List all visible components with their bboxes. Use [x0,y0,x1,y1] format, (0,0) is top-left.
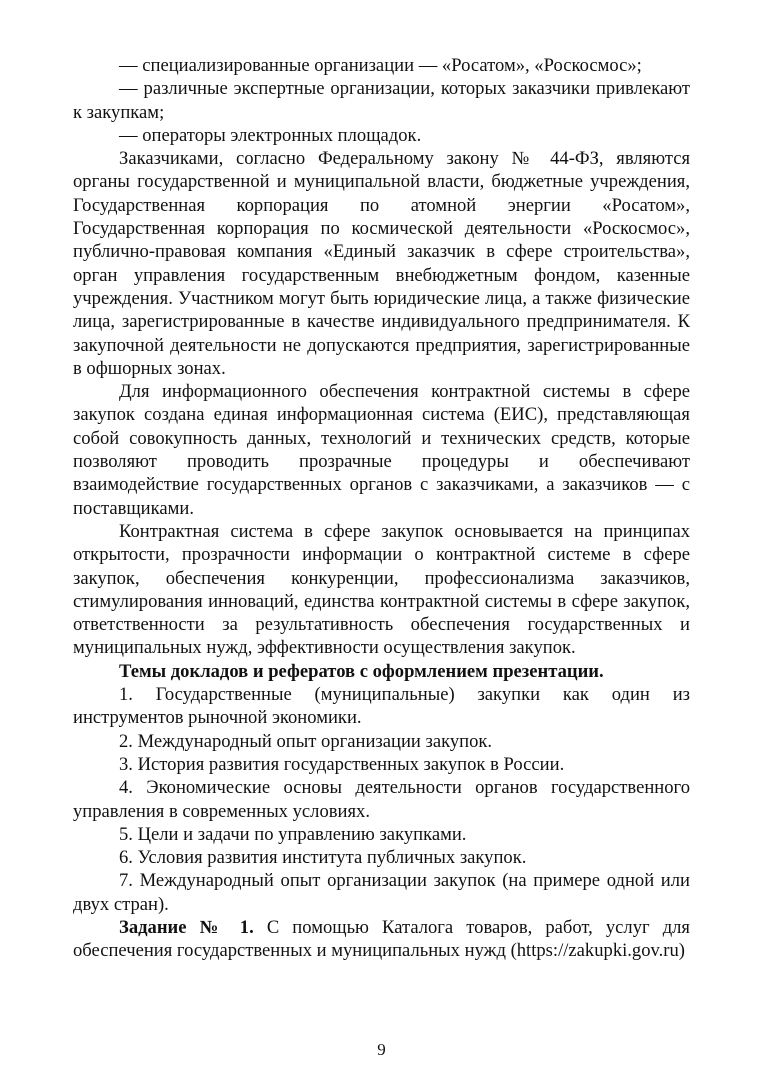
task-paragraph [73,916,690,963]
topic-item-5: 5. Цели и задачи по управлению закупками. [119,823,467,845]
topic-item-1: 1. Государственные (муниципальные) закупки как один из инструментов рыночной экономики. [73,684,690,729]
topic-item-3: 3. История развития государственных закупок в России. [119,753,565,775]
topic-item-7: 7. Международный опыт организации закупок (на примере одной или двух стран). [73,870,690,915]
paragraph-customers: Заказчиками, согласно Федеральному закону № 44-ФЗ, являются органы государственной и муниципальной власти, бюджетные учреждения, Государственная корпорация по атомной энергии «Росатом», Государственная корпорация по космической деятельности «Роскосмос», публично-правовая компания «Единый заказчик в сфере строительства», орган управления государственным внебюджетным фондом, казенные учреждения. Участником могут быть юридические лица, а также физические лица, зарегистрированные в качестве индивидуального предпринимателя. К закупочной деятельности не допускаются предприятия, зарегистрированные в офшорных зонах. [73,148,690,379]
topic-item-4: 4. Экономические основы деятельности органов государственного управления в современных условиях. [73,777,690,822]
list-item-expert-orgs: — различные экспертные организации, которых заказчики привлекают к закупкам; [73,78,690,123]
task-text: С помощью Каталога товаров, работ, услуг для обеспечения государственных и муниципальных нужд (https://zakupki.gov.ru) [73,916,690,962]
list-item-platform-operators: — операторы электронных площадок. [119,124,422,146]
topic-item-6: 6. Условия развития института публичных закупок. [119,847,527,869]
task-label: Задание № 1. [119,916,254,938]
topics-heading: Темы докладов и рефератов с оформлением презентации. [119,660,604,682]
page-number: 9 [377,1040,386,1059]
document-page [73,54,690,963]
paragraph-eis: Для информационного обеспечения контрактной системы в сфере закупок создана единая информационная система (ЕИС), представляющая собой совокупность данных, технологий и технических средств, которые позволяют проводить прозрачные процедуры и обеспечивают взаимодействие государственных органов с заказчиками, а заказчиков — с поставщиками. [73,381,690,519]
paragraph-principles: Контрактная система в сфере закупок основывается на принципах открытости, прозрачности информации о контрактной системе в сфере закупок, обеспечения конкуренции, профессионализма заказчиков, стимулирования инноваций, единства контрактной системы в сфере закупок, ответственности за результативность обеспечения государственных и муниципальных нужд, эффективности осуществления закупок. [73,520,690,659]
list-item-specialized-orgs: — специализированные организации — «Росатом», «Роскосмос»; [119,55,642,76]
topic-item-2: 2. Международный опыт организации закупок. [119,730,493,752]
